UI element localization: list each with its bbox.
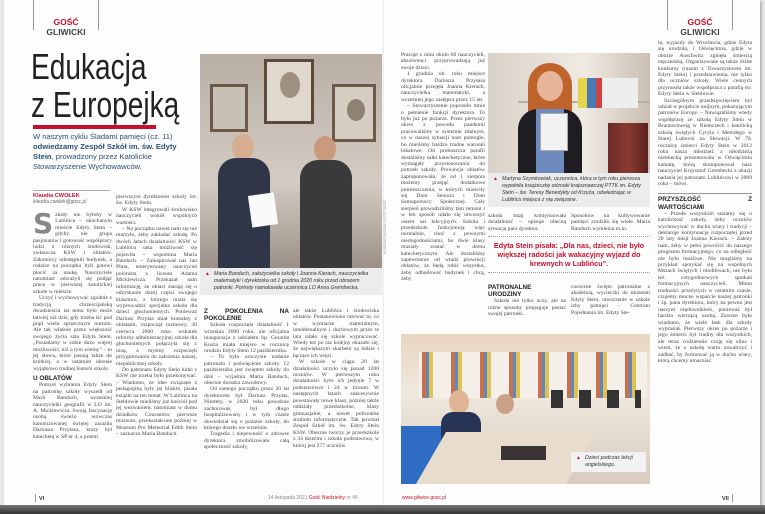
column-1 xyxy=(33,207,112,440)
paragraph: – Przede wszystkim staramy się o katolickość szkoły, żeby uczniów wychowywać w duchu wiary i tradycji – deklaruje kontynuację rozpoczętej przed 20 laty misji Joanna Kierach. – Zależy nam, żeby w pełni powrócić do naszego programu formacyjnego, co na odległość nie było możliwe. Nie mogliśmy na przykład spotykać się na wspólnych Mszach świętych i modlitwach, nie było też cotygodniowych spotkań formacyjnych nauczycieli. Mimo trudności przeżytych w ostatnim czasie, czujemy mocne wsparcie naszej patronki i śp. pana dyrektora, który na pewno jest naszym orędownikiem, ponieważ był bardzo wierzącą osobą. Zawsze było wiadomo, że wiele łask dla szkoły wyprasiał. Pierwszy okres po pożarze i jego śmierci był trudny dla wszystkich, ale teraz codziennie czuję się silna i wiem, że o szkołę warto zawalczyć i zadbać, by formować ją w duchu wiary, którą chcemy umacniać. xyxy=(658,210,752,365)
person-body xyxy=(300,160,352,268)
issue-footer xyxy=(268,495,358,501)
portrait-frame xyxy=(210,84,248,132)
column-7: Sposobów na kultywowanie pamięci zrodziło się wiele. Maria Banduch wymienia m.in. xyxy=(571,213,650,232)
booklet xyxy=(540,113,568,151)
lede-text: , prowadzony przez Katolickie Stowarzyszenie Wychowawców. xyxy=(33,152,153,171)
subheading: PRZYSZŁOŚĆ Z WARTOŚCIAMI xyxy=(658,193,752,210)
student-face xyxy=(537,71,563,101)
column-8 xyxy=(488,284,566,318)
article-lede xyxy=(33,132,193,172)
paragraph: Pomysł wybrania Edyty Stein na patronkę szkoły wyszedł od Marii Banduch, wcześniej nauczycielki geografii w LO im. A. Mickiewicza. Swoją fascynację osobą świeżo wówczas kanonizowanej świętej zaraziła Dariusza Przyłasa, który był katechetą w SP nr 4, a potem xyxy=(33,382,112,440)
paragraph: zkoły nie byłoby w Lublińcu – ukochanym mieście Edyty Stein – gdyby nie grupa pasjonatów i gotowość współpracy ludzi z różnych środowisk, zwłaszcza KSW i oblatów. Zakonnicy udostępnili budynek, a rodzice na początku byli gotowi płacić za naukę. Nauczyciele natomiast odważyli się podjąć pracę w pierwszej katolickiej szkole w mieście. xyxy=(33,212,112,295)
photo-credit: KLAUDIA CWOŁEK /FOTO GOŚĆ xyxy=(383,200,387,254)
photo-caption: ▲ Maria Banduch, założycielka szkoły i Joanna Kierach, nauczycielka matematyki i dyrektorka od 1 grudnia 2020 roku przed obrazem patronki. Portrety namalowała uczennica LO Anna Grembecka. xyxy=(200,268,382,295)
brand-dark: GLIWICKI xyxy=(46,27,86,37)
bookshelf-books xyxy=(578,78,638,108)
photo-caption: ▲ Martyna Szymkowiak, uczennica, która w tym roku pierwsza wypełniła książeczkę odznaki krajoznawczej PTTK im. Edyty Stein – św. Teresy Benedykty od Krzyża, odwiedzając w Lublińcu miejsca z nią związane. xyxy=(488,173,650,207)
byline xyxy=(33,190,110,205)
subheading: U OBLATÓW xyxy=(33,375,72,383)
drop-cap: S xyxy=(33,207,54,240)
section-header-right xyxy=(667,0,733,37)
paragraph: Tragedia i niepewność o zdrowie dyrektora zmobilizowała całą społeczność szkoły, xyxy=(204,431,289,451)
paragraph: W KSW integrowali środowisko nauczycieli wokół wspólnych wartości. xyxy=(116,206,197,226)
column-6: szkoła tutaj kontynuowała działalność – opisuje obecną sytuację pani dyrektor. xyxy=(488,213,566,232)
paragraph: ale także Lublińca i środowiska oblatów. Postanowiono ratować to, co w wymiarze materialnym, intelektualnym i duchowym przez te lata udało się szkole wypracować. Wtedy też po raz kolejny okazało się, że największym skarbem są ludzie i łączące ich więzi. xyxy=(293,308,379,359)
lede-bold: odwiedzamy Zespół Szkół im. św. Edyty Stein xyxy=(33,142,177,161)
photo-teachers-with-portraits xyxy=(200,54,382,268)
title-rule xyxy=(33,125,156,129)
paragraph: – To było uroczyste nadanie patronatu i poświęcenie szkoły. 12 października jest świętem szkoły do dziś – wyjaśnia Maria Banduch, obecnie doradca zawodowy. xyxy=(204,354,289,387)
paragraph: Szkoła rozpoczęła działalność 1 września 2000 roku, ale oficjalna inauguracja z udziałem bp. Gerarda Kusza miała miejsce w rocznicę urodzin Edyty Stein 12 października. xyxy=(204,322,289,355)
paragraph: Pracuje z nimi około 60 nauczycieli, absolwenci przyprowadzają już swoje dzieci. xyxy=(401,52,485,71)
paragraph: Szczególnym przedsięwzięciem był udział w projekcie unijnym, pokazującym patronów Europy. – Nawiązaliśmy wtedy współpracę ze szkołą Edyty Stein w Braunschweig w Niemczech i katolicką szkołą świętych Cyryla i Metodego w Starej Lubovni na Słowacji. W 70. rocznicę śmierci Edyty Stein w 2012 roku nasza młodzież z młodzieżą niemiecką prezentowała w Oświęcimiu kantatę, którą skomponował nasz nauczyciel Krzysztof Grembecki z okazji nadania jej patronatu Lublińcowi w 2009 roku – mówi. xyxy=(658,97,752,187)
website-link[interactable]: www.gliwice.gosc.pl xyxy=(402,495,447,501)
photo-caption: ▲ Dzieci podczas lekcji angielskiego. xyxy=(571,452,646,472)
laptop xyxy=(501,446,546,460)
paragraph: Szkoła nie tylko uczy, ale na różne sposoby propaguje postać swojej patronki. xyxy=(488,298,566,318)
article-title xyxy=(31,48,187,124)
brand-dark: GLIWICKI xyxy=(680,27,720,37)
column-9: coroczne święto patronalne z akademią, wycieczki do muzeum Edyty Stein, utworzenie w szkole izby pamięci – Centrum Pojednania im. Edyty Ste- xyxy=(571,284,650,316)
author-name: Klaudia CWOŁEK xyxy=(33,193,80,199)
portrait-frame xyxy=(264,59,314,124)
photo-student-with-booklet xyxy=(488,53,650,173)
photo-classroom xyxy=(401,334,650,484)
person-face xyxy=(314,136,336,162)
binding-shadow xyxy=(0,505,765,514)
page-number-right: VII xyxy=(722,494,733,502)
pull-quote: Edyta Stein pisała: „Dla nas, dzieci, nie było większej radości jak wakacyjny wyjazd do krewnych w Lublińcu”. xyxy=(488,236,650,273)
issue-date: 14 listopada 2021 xyxy=(268,495,308,501)
paragraph: – Stowarzyszenie poprosiło mnie o pełnienie funkcji dyrektora. To było już po pożarze. Przez pierwszy okres z powodu pandemii pracowaliśmy w systemie zdalnym, co w naszej sytuacji nam pomogło, bo mieliśmy bardzo trudne warunki lokalowe. Od proboszcza parafii dostaliśmy salki katechetyczne, które wymagały przystosowania do potrzeb szkoły. Prowincja oblatów zaproponowała, że od 1 sierpnia możemy przejąć dodatkowe pomieszczenia, w których mieściły się Dom Seniora i Dom Samopomocy Społecznej. Cały sierpień prowadziliśmy tam remont i w ten sposób udało się utworzyć osiem sal lekcyjnych. Szkoła i przedszkole funkcjonują więc normalnie, choć z pewnymi niedogodnościami, bo dwie klasy musiały zostać w domu katechetycznym. Ale dostaliśmy zapewnienie od władz prowincji oblatów, że będą robić wszystko, żeby odbudować budynek i chcą, żeby xyxy=(401,103,485,283)
lede-text: W naszym cyklu Śladami pamięci (cz. 11) xyxy=(33,132,173,141)
paragraph: Do patronatu Edyty Stein ludzi z KSW nie trzeba było przekonywać. – Wiadomo, że idee związane z pedagogiką były jej bliskie, pisała książki na ten temat. W Lublińcu na Steblowie mieliśmy już kościół pod jej wezwaniem, natomiast w domu dziadków Courantów pierwsze muzeum, przekształcone później w Muzeum Pro Memoriał Edith Stein – zaznacza Maria Banduch. xyxy=(116,366,197,438)
column-5 xyxy=(401,52,485,283)
paragraph: in, wyjazdy do Wrocławia, gdzie Edyta się urodziła, i Oświęcimia, gdzie w obozie Auschwitz zginęła śmiercią męczeńską. Organizowane są także różne konkursy (razem z Towarzystwem im. Edyty Stein) i przedstawienia, nie tylko dla uczniów szkoły. Wiele cennych przynosiła także współpraca z parafią św. Edyty Stein w Steblowie. xyxy=(658,40,752,98)
child-face xyxy=(449,390,469,414)
bookshelf-books xyxy=(608,123,648,173)
column-4 xyxy=(293,308,379,449)
paragraph: Od samego początku przez 20 lat dyrektorem był Dariusz Przyłas. Niestety, w 2020 roku poważnie zachorował, był długo hospitalizowany i w tym czasie dowiedział się o pożarze szkoły, do którego doszło we wrześniu. xyxy=(204,386,289,431)
paragraph: – Na początku nawet nam się nie marzyło, żeby zakładać szkołę. Po dwóch latach działalności KSW w Lublińcu taka możliwość się pojawiła – wspomina Maria Banduch. – Zainspirował nas Jan Pluta, emerytowany nauczyciel polonista z liceum Adama Mickiewicza. Przekazał nam informację, że oblaci starają się o odzyskanie dużej części swojego klasztoru, z którego miała się wyprowadzić specjalna szkoła dla dzieci głuchoniemych. Ponieważ Dariusz Przyłas miał kontakty z oblatami, rozpoczął rozmowy. 30 czerwca 2000 roku wskutek reformy administracyjnej szkoła dla głuchoniemych połączyła się z inną, a myśmy rozpoczęli przygotowania do założenia naszej, niepublicznej szkoły. xyxy=(116,226,197,367)
section-header-left xyxy=(33,0,99,37)
column-2 xyxy=(116,194,197,437)
page-number-left: VI xyxy=(35,494,44,502)
children-background xyxy=(551,390,641,408)
brand-red: GOŚĆ xyxy=(53,17,79,27)
subheading: Z POKOLENIA NA POKOLENIE xyxy=(204,308,289,323)
issue-number: nr 45 xyxy=(346,495,358,501)
portrait-frame xyxy=(332,84,376,142)
column-3 xyxy=(204,308,289,451)
person-face xyxy=(232,134,254,160)
paragraph: 1 grudnia ub. roku miejsce dyrektora Dariusza Przyłasa oficjalnie przejęła Joanna Kierach, nauczycielka matematyki, a wcześniej jego zastępca przez 15 lat. xyxy=(401,71,485,103)
column-10 xyxy=(658,40,752,365)
document-held xyxy=(248,192,278,227)
magazine-name: Gość Niedzielny xyxy=(308,495,346,501)
paragraph: Uczyć i wychowywać zgodnie z tradycją chrześcijańską dwadzieścia lat temu było może łatwiej niż dziś, gdy trzeba iść pod prąd wielu sprzecznym nurtom. Ale tak właśnie przez większość swojego życia szła Edyta Stein. „Posiadamy w sobie dużo więcej możliwości, niż o tym wiemy” – to jej słowa, które pasują także do krótkiej, a w ostatnim okresie wyjątkowo trudnej historii szkoły. xyxy=(33,295,112,372)
paragraph: W szkole w ciągu 20 lat działalności uczyło się ponad 1200 uczniów. W pierwszym roku działalności było ich jedynie 7 w podstawówce i 24 w liceum. W następnych latach sukcesywnie powstawały nowe klasy, później także oddziały przedszkolne, klasy gimnazjalne, a nawet policealne studium informatyczne. Tak powstał Zespół Szkół im. św. Edyty Stein KSW. Obecnie tworzy je przedszkole z 34 dziećmi i szkoła podstawowa, w której jest 277 uczniów. xyxy=(293,359,379,449)
title-line: Edukacja xyxy=(31,46,147,87)
title-line: z Europejką xyxy=(31,84,180,125)
paragraph: pierwszym dyrektorem szkoły im. św. Edyty Stein. xyxy=(116,194,197,207)
author-email[interactable]: klaudia.cwolek@gosc.pl xyxy=(33,199,87,205)
subheading: PATRONALNE URODZINY xyxy=(488,284,532,299)
brand-red: GOŚĆ xyxy=(687,17,713,27)
